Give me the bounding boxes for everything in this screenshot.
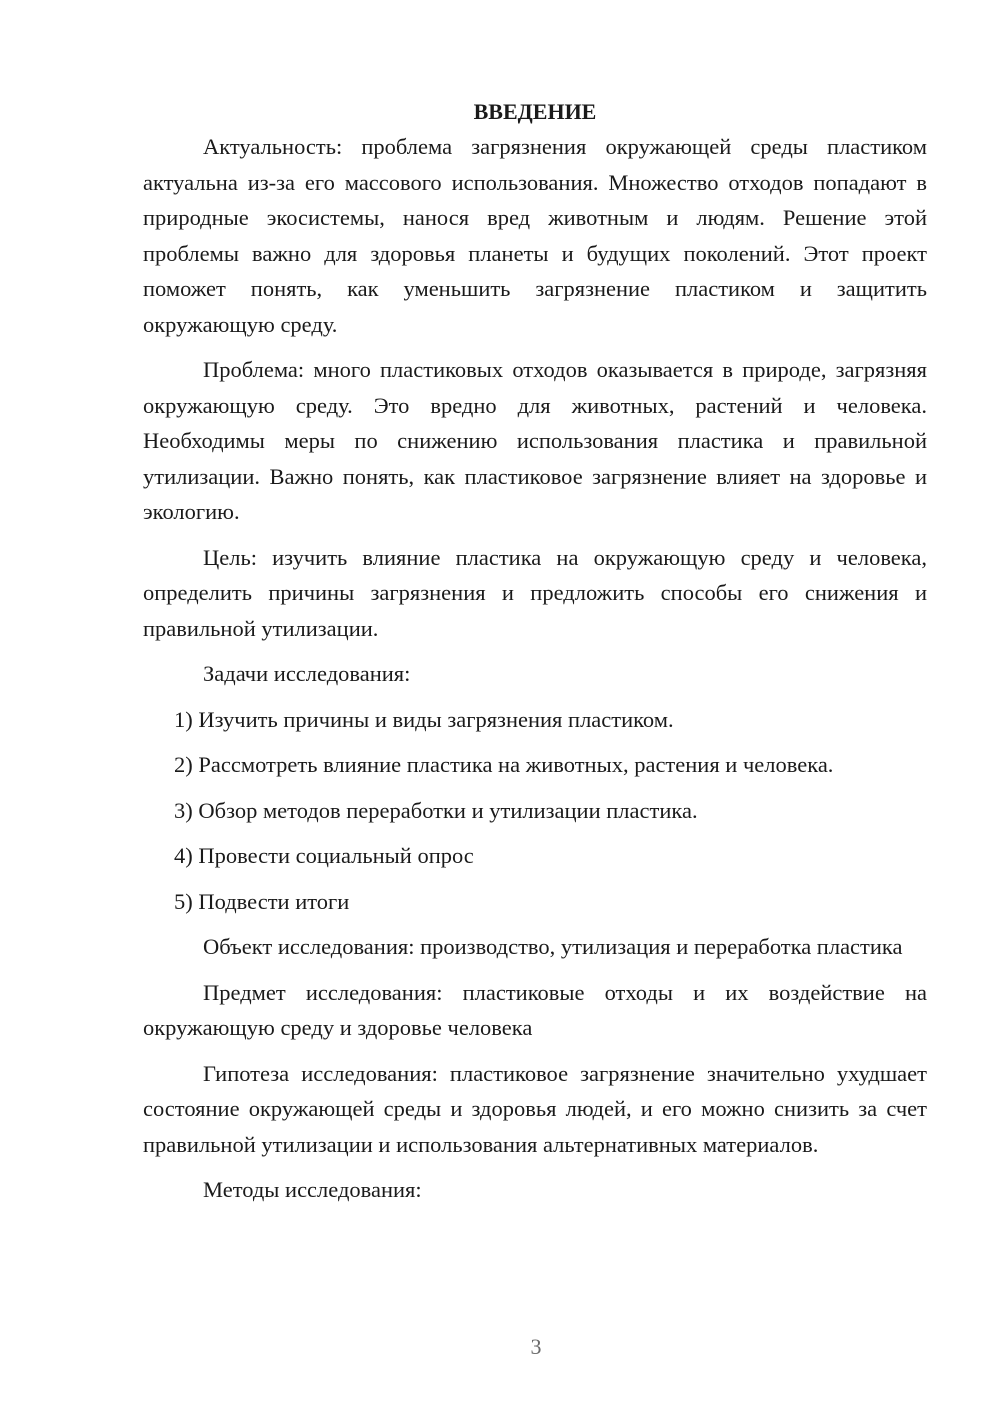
page-number: 3 [530, 1334, 542, 1359]
object-paragraph: Объект исследования: производство, утилизация и переработка пластика [203, 934, 903, 959]
relevance-paragraph: Актуальность: проблема загрязнения окружающей среды пластиком актуальна из-за его массового использования. Множество отходов попадают в природные экосистемы, нанося вред животным и людям. Решение этой проблемы важно для здоровья планеты и будущих поколений. Этот проект поможет понять, как уменьшить загрязнение пластиком и защитить окружающую среду. [143, 134, 927, 337]
methods-heading: Методы исследования: [203, 1177, 422, 1202]
section-title: ВВЕДЕНИЕ [473, 99, 597, 124]
task-item-5: 5) Подвести итоги [174, 888, 350, 914]
goal-paragraph: Цель: изучить влияние пластика на окружающую среду и человека, определить причины загрязнения и предложить способы его снижения и правильной утилизации. [143, 544, 927, 641]
page-content [143, 94, 927, 1208]
task-item-3: 3) Обзор методов переработки и утилизации пластика. [174, 797, 698, 823]
hypothesis-paragraph: Гипотеза исследования: пластиковое загрязнение значительно ухудшает состояние окружающей среды и здоровья людей, и его можно снизить за счет правильной утилизации и использования альтернативных материалов. [143, 1060, 927, 1157]
problem-paragraph: Проблема: много пластиковых отходов оказывается в природе, загрязняя окружающую среду. Это вредно для животных, растений и человека. Необходимы меры по снижению использования пластика и правильной утилизации. Важно понять, как пластиковое загрязнение влияет на здоровье и экологию. [143, 357, 927, 524]
task-item-1: 1) Изучить причины и виды загрязнения пластиком. [174, 706, 674, 732]
tasks-heading: Задачи исследования: [203, 661, 411, 686]
task-item-2: 2) Рассмотреть влияние пластика на животных, растения и человека. [174, 752, 834, 777]
task-item-4: 4) Провести социальный опрос [174, 843, 474, 868]
subject-paragraph: Предмет исследования: пластиковые отходы и их воздействие на окружающую среду и здоровье человека [143, 979, 927, 1040]
